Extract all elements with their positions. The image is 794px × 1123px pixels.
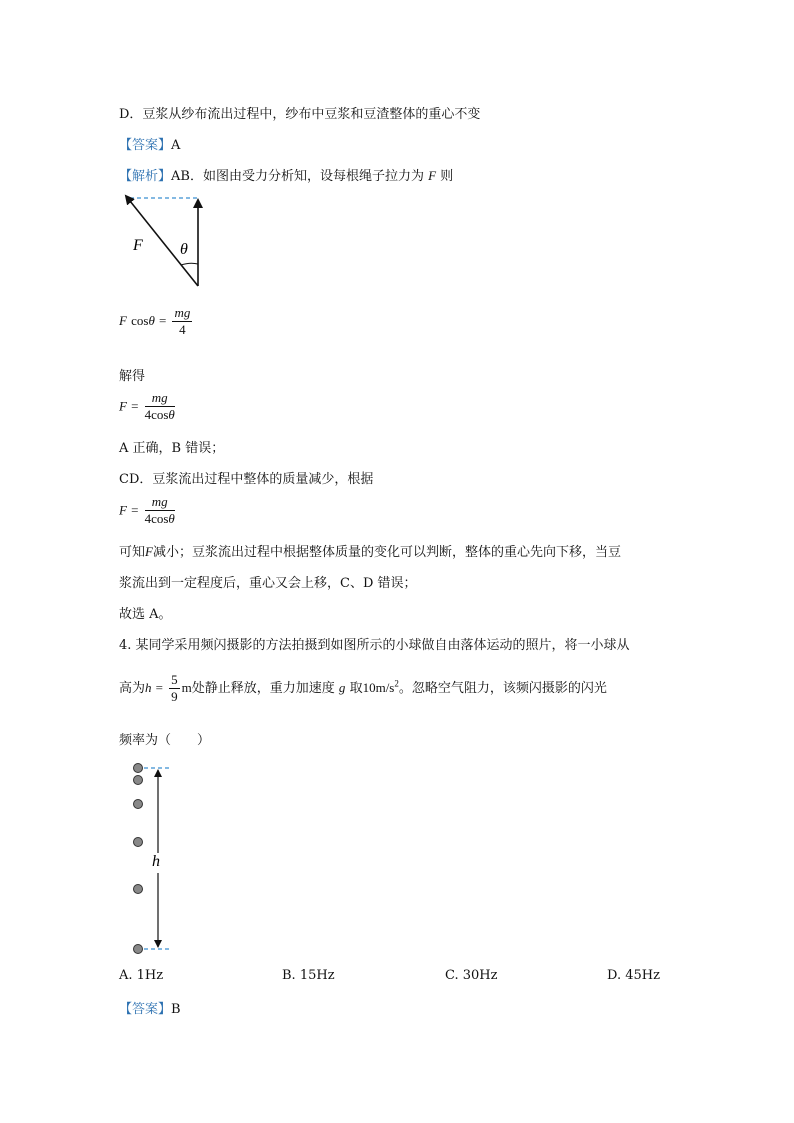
q4-stem-line-2 — [119, 672, 607, 705]
eq1-cos: cos — [131, 313, 149, 328]
analysis-intro-line — [119, 165, 453, 184]
ball — [134, 800, 143, 809]
eq1-f: F — [119, 313, 127, 328]
cd-line-1 — [119, 541, 621, 560]
eq3-den-cos: cos — [151, 511, 169, 526]
h-label: h — [152, 853, 160, 870]
eq3-den-4: 4 — [144, 511, 152, 526]
eq3-f: F — [119, 502, 127, 518]
option-d: D．豆浆从纱布流出过程中，纱布中豆浆和豆渣整体的重心不变 — [119, 107, 481, 122]
option-b: B. 15Hz — [282, 968, 335, 983]
force-diagram — [118, 190, 228, 290]
eq3-denominator — [145, 511, 175, 528]
ab-conclusion: A 正确，B 错误； — [119, 441, 225, 456]
ball — [134, 885, 143, 894]
eq1-denominator: 4 — [179, 322, 186, 337]
equation-1 — [119, 305, 194, 338]
eq1-theta: θ — [148, 313, 155, 328]
analysis-intro: AB．如图由受力分析知，设每根绳子拉力为 — [171, 169, 424, 184]
force-label: F — [133, 237, 143, 254]
solve-text: 解得 — [119, 369, 146, 384]
q4-l2-rest: 。忽略空气阻力，该频闪摄影的闪光 — [398, 681, 607, 696]
q4-l2-take: 取 — [349, 681, 363, 696]
q4-h-var: h — [145, 680, 152, 695]
q4-l2-prefix: 高为 — [119, 681, 146, 696]
cd-line1-f: F — [145, 544, 153, 559]
q4-stem-line-3: 频率为（ ） — [119, 733, 211, 748]
eq2-den-4: 4 — [144, 407, 152, 422]
analysis-tag: 【解析】 — [119, 169, 172, 184]
q4-answer-line — [119, 998, 181, 1017]
cd-line1-prefix: 可知 — [119, 545, 146, 560]
eq2-equals: = — [131, 398, 139, 414]
q4-frac-den: 9 — [171, 689, 178, 704]
option-d-q4: D. 45Hz — [607, 968, 660, 983]
answer-tag: 【答案】 — [119, 138, 172, 153]
q4-accel-value: 10m/s — [362, 680, 395, 695]
q4-frac-num: 5 — [171, 672, 178, 687]
q4-unit-m: m — [181, 680, 192, 695]
eq1-fraction — [172, 305, 192, 338]
option-c: C. 30Hz — [445, 968, 498, 983]
angle-arc — [181, 263, 198, 265]
final-choice: 故选 A。 — [119, 607, 172, 622]
eq2-numerator: mg — [145, 390, 175, 407]
q4-fraction — [169, 672, 180, 705]
equation-3 — [119, 494, 177, 528]
eq2-f: F — [119, 398, 127, 414]
ball — [134, 776, 143, 785]
ball — [134, 945, 143, 954]
q4-equals: = — [155, 680, 163, 695]
answer-value: A — [171, 138, 181, 153]
cd-line-2: 浆流出到一定程度后，重心又会上移，C、D 错误； — [119, 576, 417, 591]
eq3-numerator: mg — [145, 494, 175, 511]
q4-g-var: g — [338, 680, 346, 695]
q4-stem-line-1: 4. 某同学采用频闪摄影的方法拍摄到如图所示的小球做自由落体运动的照片，将一小球从 — [119, 638, 630, 653]
option-a: A. 1Hz — [119, 968, 164, 983]
eq3-fraction — [145, 494, 175, 528]
angle-label: θ — [180, 241, 188, 258]
eq3-equals: = — [131, 502, 139, 518]
analysis-then: 则 — [440, 169, 454, 184]
eq2-den-theta: θ — [168, 407, 175, 422]
eq2-den-cos: cos — [151, 407, 169, 422]
eq1-equals: = — [158, 313, 167, 328]
equation-2 — [119, 390, 177, 424]
q4-answer-value: B — [171, 1002, 181, 1017]
eq3-den-theta: θ — [168, 511, 175, 526]
q4-answer-tag: 【答案】 — [119, 1002, 172, 1017]
cd-line1-rest: 减小；豆浆流出过程中根据整体质量的变化可以判断，整体的重心先向下移，当豆 — [152, 545, 621, 560]
strobe-diagram — [128, 758, 198, 958]
eq2-fraction — [145, 390, 175, 424]
q4-l2-mid: 处静止释放，重力加速度 — [191, 681, 335, 696]
answer-line — [119, 134, 180, 153]
q4-accel-exp: 2 — [394, 678, 399, 689]
ball — [134, 764, 143, 773]
eq2-denominator — [145, 407, 175, 424]
eq1-numerator: mg — [174, 305, 191, 320]
cd-text: CD．豆浆流出过程中整体的质量减少，根据 — [119, 472, 374, 487]
analysis-var-f: F — [428, 168, 437, 183]
ball — [134, 838, 143, 847]
